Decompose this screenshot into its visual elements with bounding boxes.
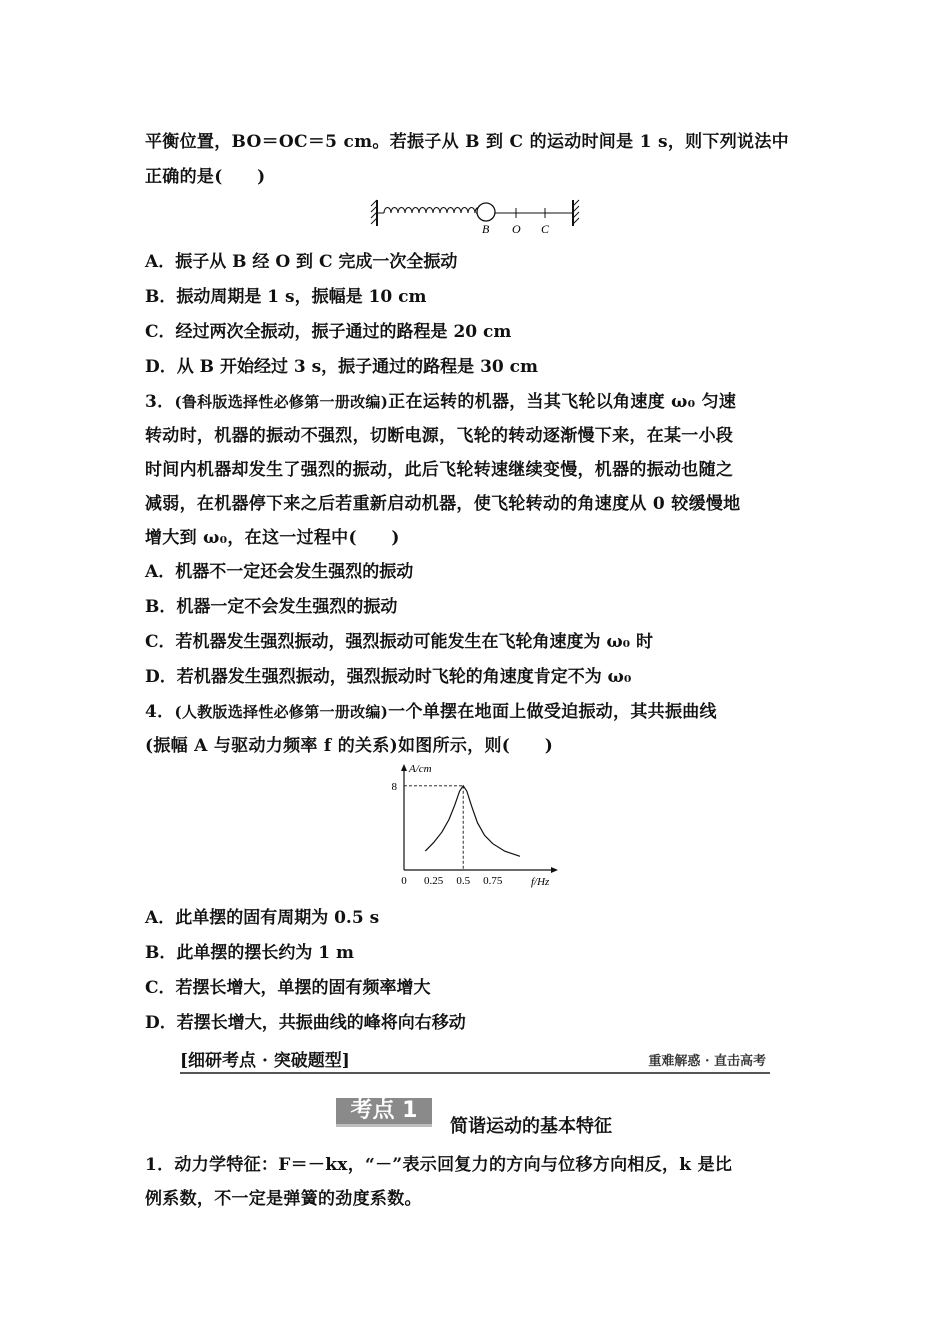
q3-text-first: 正在运转的机器，当其飞轮以角速度 ω₀ 匀速 xyxy=(388,392,737,412)
q2-option-c: C．经过两次全振动，振子通过的路程是 20 cm xyxy=(145,322,512,342)
q3-line1 xyxy=(145,387,736,412)
section-title: [细研考点 · 突破题型] xyxy=(180,1051,350,1071)
q4-source: (人教版选择性必修第一册改编) xyxy=(174,703,389,721)
q4-line2: (振幅 A 与驱动力频率 f 的关系)如图所示，则( ) xyxy=(145,736,554,756)
y-tick-label: 8 xyxy=(391,780,397,793)
q2-option-b: B．振动周期是 1 s，振幅是 10 cm xyxy=(145,287,427,307)
resonance-curve xyxy=(425,786,520,857)
y-axis-label: A/cm xyxy=(409,763,432,775)
point1-line1: 1．动力学特征：F＝－kx，“－”表示回复力的方向与位移方向相反，k 是比 xyxy=(145,1155,733,1175)
label-o: O xyxy=(512,222,521,236)
q2-option-d: D．从 B 开始经过 3 s，振子通过的路程是 30 cm xyxy=(145,357,539,377)
x-axis-arrow xyxy=(551,867,558,873)
label-b: B xyxy=(482,222,490,236)
oscillator-ball xyxy=(477,203,495,221)
section-bar xyxy=(180,1046,770,1074)
q2-text-line2: 正确的是( ) xyxy=(145,167,266,187)
point1-line2: 例系数，不一定是弹簧的劲度系数。 xyxy=(145,1189,422,1209)
kaodian-title: 简谐运动的基本特征 xyxy=(450,1116,612,1137)
q4-option-b: B．此单摆的摆长约为 1 m xyxy=(145,943,355,963)
q3-number: 3． xyxy=(145,392,175,412)
x-tick-label-1: 0.25 xyxy=(423,875,444,887)
label-c: C xyxy=(541,222,550,236)
q3-source: (鲁科版选择性必修第一册改编) xyxy=(174,393,389,411)
q3-option-b: B．机器一定不会发生强烈的振动 xyxy=(145,597,398,617)
x-tick-label-0: 0 xyxy=(401,875,407,887)
q3-option-d: D．若机器发生强烈振动，强烈振动时飞轮的角速度肯定不为 ω₀ xyxy=(145,667,632,687)
q3-line2: 转动时，机器的振动不强烈，切断电源，飞轮的转动逐渐慢下来，在某一小段 xyxy=(145,426,734,446)
y-axis-arrow xyxy=(401,764,407,771)
q4-option-d: D．若摆长增大，共振曲线的峰将向右移动 xyxy=(145,1013,466,1033)
q4-line1 xyxy=(145,697,717,722)
q3-line3: 时间内机器却发生了强烈的振动，此后飞轮转速继续变慢，机器的振动也随之 xyxy=(145,460,734,480)
q2-text-line1: 平衡位置，BO＝OC＝5 cm。若振子从 B 到 C 的运动时间是 1 s，则下列说法中 xyxy=(145,132,789,152)
kaodian-badge: 考点 1 xyxy=(336,1098,432,1127)
q3-option-a: A．机器不一定还会发生强烈的振动 xyxy=(145,562,414,582)
q4-option-c: C．若摆长增大，单摆的固有频率增大 xyxy=(145,978,431,998)
x-axis-label: f/Hz xyxy=(531,876,550,888)
q3-option-c: C．若机器发生强烈振动，强烈振动可能发生在飞轮角速度为 ω₀ 时 xyxy=(145,632,653,652)
spring xyxy=(377,207,482,213)
x-tick-label-3: 0.75 xyxy=(483,875,503,887)
q4-option-a: A．此单摆的固有周期为 0.5 s xyxy=(145,908,380,928)
q2-option-a: A．振子从 B 经 O 到 C 完成一次全振动 xyxy=(145,252,458,272)
section-subtitle: 重难解惑 · 直击高考 xyxy=(648,1054,766,1069)
spring-oscillator-figure xyxy=(370,196,582,238)
resonance-chart xyxy=(368,760,564,894)
q4-text-first: 一个单摆在地面上做受迫振动，其共振曲线 xyxy=(388,702,717,722)
x-tick-label-2: 0.5 xyxy=(456,875,471,887)
q4-number: 4． xyxy=(145,702,175,722)
q3-line5: 增大到 ω₀，在这一过程中( ) xyxy=(145,528,400,548)
q3-line4: 减弱，在机器停下来之后若重新启动机器，使飞轮转动的角速度从 0 较缓慢地 xyxy=(145,494,741,514)
